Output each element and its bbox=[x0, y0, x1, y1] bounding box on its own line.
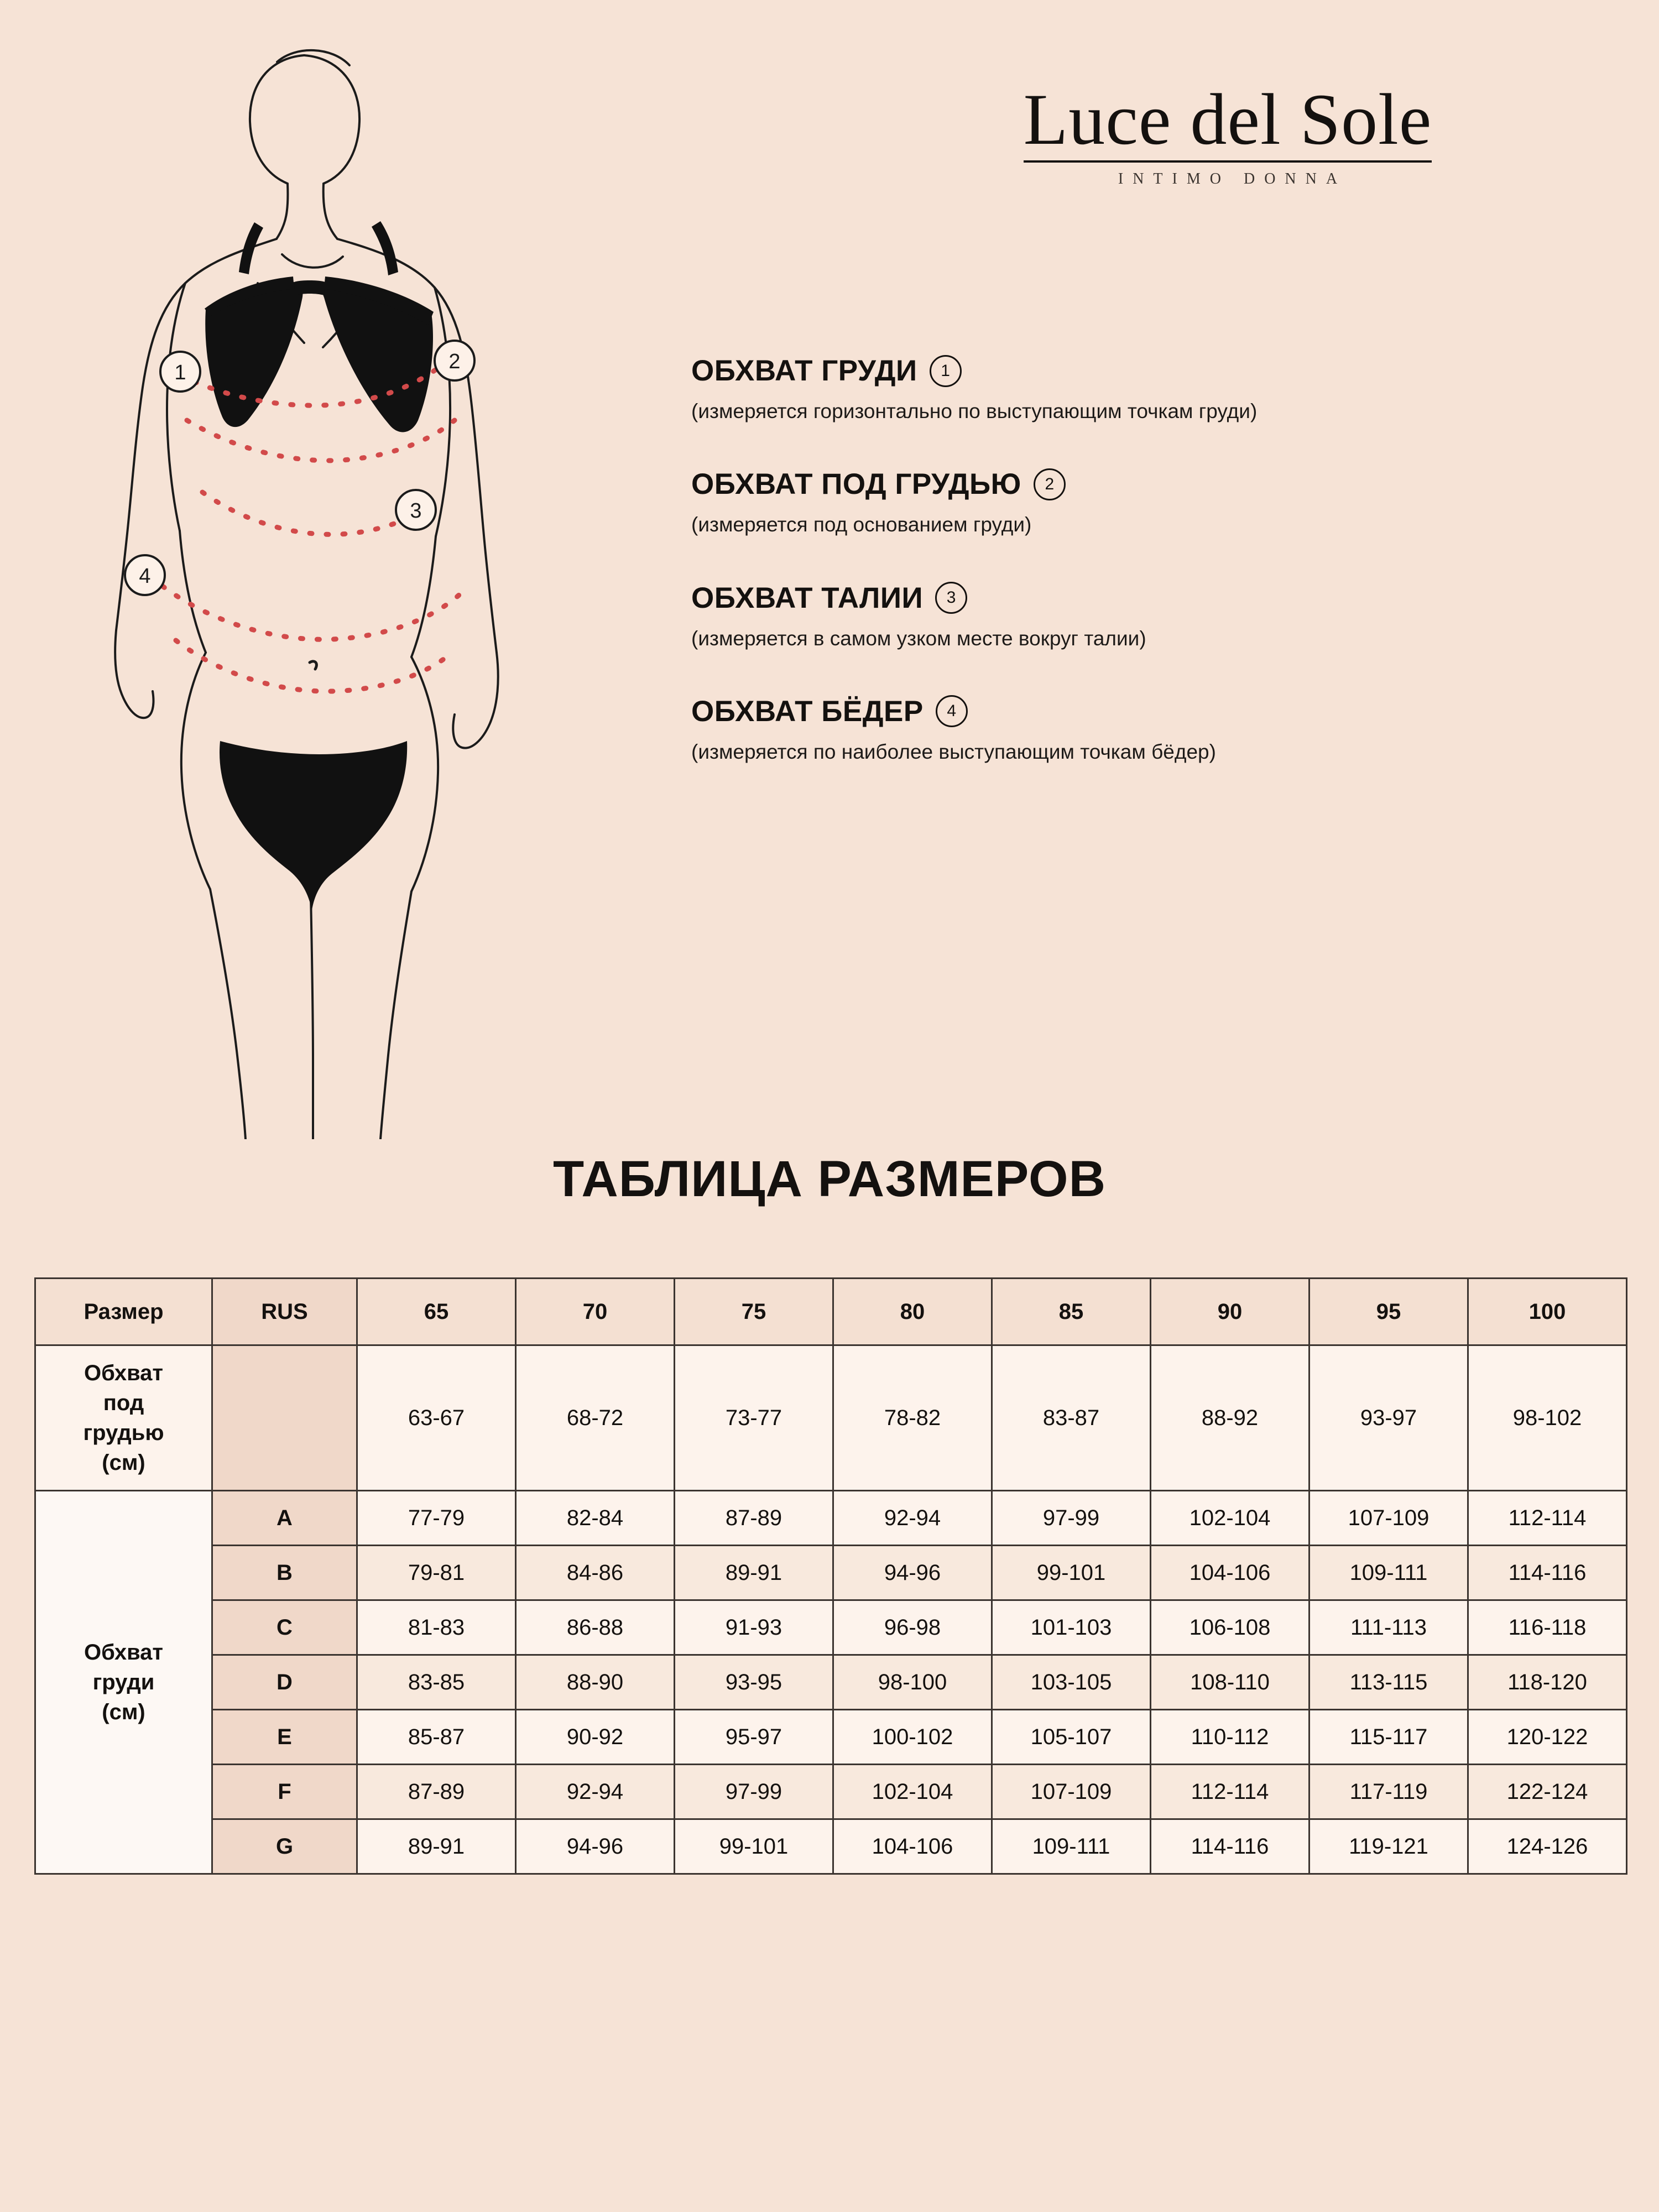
measurement-list bbox=[691, 354, 1620, 808]
brand-name: Luce del Sole bbox=[1024, 83, 1432, 163]
cell-bust-value: 91-93 bbox=[675, 1600, 833, 1655]
cell-bust-value: 99-101 bbox=[675, 1819, 833, 1874]
svg-text:1: 1 bbox=[174, 361, 186, 384]
cell-cup-B: B bbox=[212, 1546, 357, 1600]
cell-bust-value: 110-112 bbox=[1151, 1710, 1310, 1765]
header-size-80: 80 bbox=[833, 1279, 992, 1345]
table-row bbox=[35, 1655, 1627, 1710]
cell-bust-value: 83-85 bbox=[357, 1655, 516, 1710]
table-row bbox=[35, 1345, 1627, 1491]
cell-bust-value: 105-107 bbox=[992, 1710, 1151, 1765]
cell-bust-value: 77-79 bbox=[357, 1491, 516, 1546]
cell-bust-value: 107-109 bbox=[992, 1765, 1151, 1819]
body-figure-illustration bbox=[44, 33, 641, 1139]
svg-text:2: 2 bbox=[448, 350, 461, 373]
table-row bbox=[35, 1491, 1627, 1546]
measure-description: (измеряется под основанием груди) bbox=[691, 513, 1032, 536]
cell-bust-value: 120-122 bbox=[1468, 1710, 1627, 1765]
cell-bust-value: 94-96 bbox=[833, 1546, 992, 1600]
cell-bust-value: 124-126 bbox=[1468, 1819, 1627, 1874]
cell-bust-value: 79-81 bbox=[357, 1546, 516, 1600]
svg-text:3: 3 bbox=[410, 499, 422, 523]
measure-item-underbust bbox=[691, 467, 1620, 538]
cell-bust-value: 102-104 bbox=[833, 1765, 992, 1819]
table-row bbox=[35, 1819, 1627, 1874]
measure-item-bust bbox=[691, 354, 1620, 424]
header-size-75: 75 bbox=[675, 1279, 833, 1345]
cell-underbust-value: 83-87 bbox=[992, 1345, 1151, 1491]
measure-title: ОБХВАТ ГРУДИ bbox=[691, 354, 917, 387]
measure-description: (измеряется в самом узком месте вокруг талии) bbox=[691, 627, 1146, 650]
cell-underbust-value: 78-82 bbox=[833, 1345, 992, 1491]
cell-cup-G: G bbox=[212, 1819, 357, 1874]
cell-bust-value: 117-119 bbox=[1310, 1765, 1468, 1819]
cell-underbust-value: 93-97 bbox=[1310, 1345, 1468, 1491]
svg-text:4: 4 bbox=[139, 565, 151, 588]
cell-bust-value: 114-116 bbox=[1151, 1819, 1310, 1874]
cell-bust-value: 81-83 bbox=[357, 1600, 516, 1655]
cell-bust-value: 112-114 bbox=[1468, 1491, 1627, 1546]
cell-bust-value: 118-120 bbox=[1468, 1655, 1627, 1710]
header-size-label: Размер bbox=[35, 1279, 212, 1345]
cell-empty bbox=[212, 1345, 357, 1491]
cell-bust-value: 93-95 bbox=[675, 1655, 833, 1710]
header-size-65: 65 bbox=[357, 1279, 516, 1345]
cell-bust-value: 95-97 bbox=[675, 1710, 833, 1765]
cell-bust-value: 97-99 bbox=[992, 1491, 1151, 1546]
cell-bust-value: 106-108 bbox=[1151, 1600, 1310, 1655]
cell-bust-value: 89-91 bbox=[357, 1819, 516, 1874]
cell-bust-value: 122-124 bbox=[1468, 1765, 1627, 1819]
header-size-70: 70 bbox=[516, 1279, 675, 1345]
cell-bust-value: 119-121 bbox=[1310, 1819, 1468, 1874]
cell-bust-value: 82-84 bbox=[516, 1491, 675, 1546]
cell-bust-value: 115-117 bbox=[1310, 1710, 1468, 1765]
measure-item-hips bbox=[691, 695, 1620, 765]
cell-bust-value: 98-100 bbox=[833, 1655, 992, 1710]
measure-item-waist bbox=[691, 581, 1620, 651]
cell-bust-value: 103-105 bbox=[992, 1655, 1151, 1710]
brand-block bbox=[901, 79, 1554, 188]
cell-cup-D: D bbox=[212, 1655, 357, 1710]
cell-cup-E: E bbox=[212, 1710, 357, 1765]
measure-title: ОБХВАТ ПОД ГРУДЬЮ bbox=[691, 468, 1021, 501]
size-table bbox=[34, 1277, 1627, 1875]
cell-bust-value: 92-94 bbox=[516, 1765, 675, 1819]
measure-title: ОБХВАТ ТАЛИИ bbox=[691, 581, 924, 614]
cell-bust-value: 108-110 bbox=[1151, 1655, 1310, 1710]
table-header-row bbox=[35, 1279, 1627, 1345]
cell-cup-A: A bbox=[212, 1491, 357, 1546]
cell-bust-value: 112-114 bbox=[1151, 1765, 1310, 1819]
table-row bbox=[35, 1546, 1627, 1600]
cell-bust-value: 104-106 bbox=[1151, 1546, 1310, 1600]
measure-badge-4: 4 bbox=[936, 695, 968, 727]
cell-bust-value: 97-99 bbox=[675, 1765, 833, 1819]
cell-bust-value: 107-109 bbox=[1310, 1491, 1468, 1546]
cell-bust-value: 87-89 bbox=[357, 1765, 516, 1819]
cell-bust-value: 102-104 bbox=[1151, 1491, 1310, 1546]
measure-title: ОБХВАТ БЁДЕР bbox=[691, 695, 924, 728]
cell-bust-value: 94-96 bbox=[516, 1819, 675, 1874]
cell-underbust-value: 68-72 bbox=[516, 1345, 675, 1491]
row-label-underbust: Обхват под грудью (см) bbox=[35, 1345, 212, 1491]
cell-bust-value: 85-87 bbox=[357, 1710, 516, 1765]
cell-underbust-value: 63-67 bbox=[357, 1345, 516, 1491]
measure-heading bbox=[691, 467, 1620, 501]
measure-badge-1: 1 bbox=[930, 355, 962, 387]
cell-bust-value: 109-111 bbox=[1310, 1546, 1468, 1600]
cell-bust-value: 86-88 bbox=[516, 1600, 675, 1655]
measure-heading bbox=[691, 581, 1620, 615]
header-rus-label: RUS bbox=[212, 1279, 357, 1345]
cell-bust-value: 88-90 bbox=[516, 1655, 675, 1710]
cell-bust-value: 92-94 bbox=[833, 1491, 992, 1546]
measure-badge-2: 2 bbox=[1034, 468, 1066, 500]
cell-bust-value: 100-102 bbox=[833, 1710, 992, 1765]
size-table-title: ТАБЛИЦА РАЗМЕРОВ bbox=[552, 1151, 1107, 1207]
measure-description: (измеряется по наиболее выступающим точкам бёдер) bbox=[691, 740, 1216, 763]
cell-bust-value: 87-89 bbox=[675, 1491, 833, 1546]
cell-bust-value: 101-103 bbox=[992, 1600, 1151, 1655]
cell-cup-F: F bbox=[212, 1765, 357, 1819]
cell-bust-value: 113-115 bbox=[1310, 1655, 1468, 1710]
row-label-bust: Обхват груди (см) bbox=[35, 1491, 212, 1874]
cell-bust-value: 114-116 bbox=[1468, 1546, 1627, 1600]
measure-description: (измеряется горизонтально по выступающим точкам груди) bbox=[691, 400, 1258, 422]
cell-bust-value: 96-98 bbox=[833, 1600, 992, 1655]
header-size-100: 100 bbox=[1468, 1279, 1627, 1345]
cell-bust-value: 90-92 bbox=[516, 1710, 675, 1765]
cell-underbust-value: 73-77 bbox=[675, 1345, 833, 1491]
measure-heading bbox=[691, 695, 1620, 728]
header-size-85: 85 bbox=[992, 1279, 1151, 1345]
table-row bbox=[35, 1710, 1627, 1765]
cell-cup-C: C bbox=[212, 1600, 357, 1655]
cell-bust-value: 89-91 bbox=[675, 1546, 833, 1600]
brand-subtitle: INTIMO DONNA bbox=[1118, 170, 1347, 187]
header-size-95: 95 bbox=[1310, 1279, 1468, 1345]
measure-badge-3: 3 bbox=[935, 582, 967, 614]
cell-bust-value: 104-106 bbox=[833, 1819, 992, 1874]
cell-underbust-value: 98-102 bbox=[1468, 1345, 1627, 1491]
cell-bust-value: 111-113 bbox=[1310, 1600, 1468, 1655]
table-row bbox=[35, 1765, 1627, 1819]
cell-underbust-value: 88-92 bbox=[1151, 1345, 1310, 1491]
cell-bust-value: 84-86 bbox=[516, 1546, 675, 1600]
cell-bust-value: 116-118 bbox=[1468, 1600, 1627, 1655]
cell-bust-value: 109-111 bbox=[992, 1819, 1151, 1874]
table-row bbox=[35, 1600, 1627, 1655]
header-size-90: 90 bbox=[1151, 1279, 1310, 1345]
measure-heading bbox=[691, 354, 1620, 388]
cell-bust-value: 99-101 bbox=[992, 1546, 1151, 1600]
